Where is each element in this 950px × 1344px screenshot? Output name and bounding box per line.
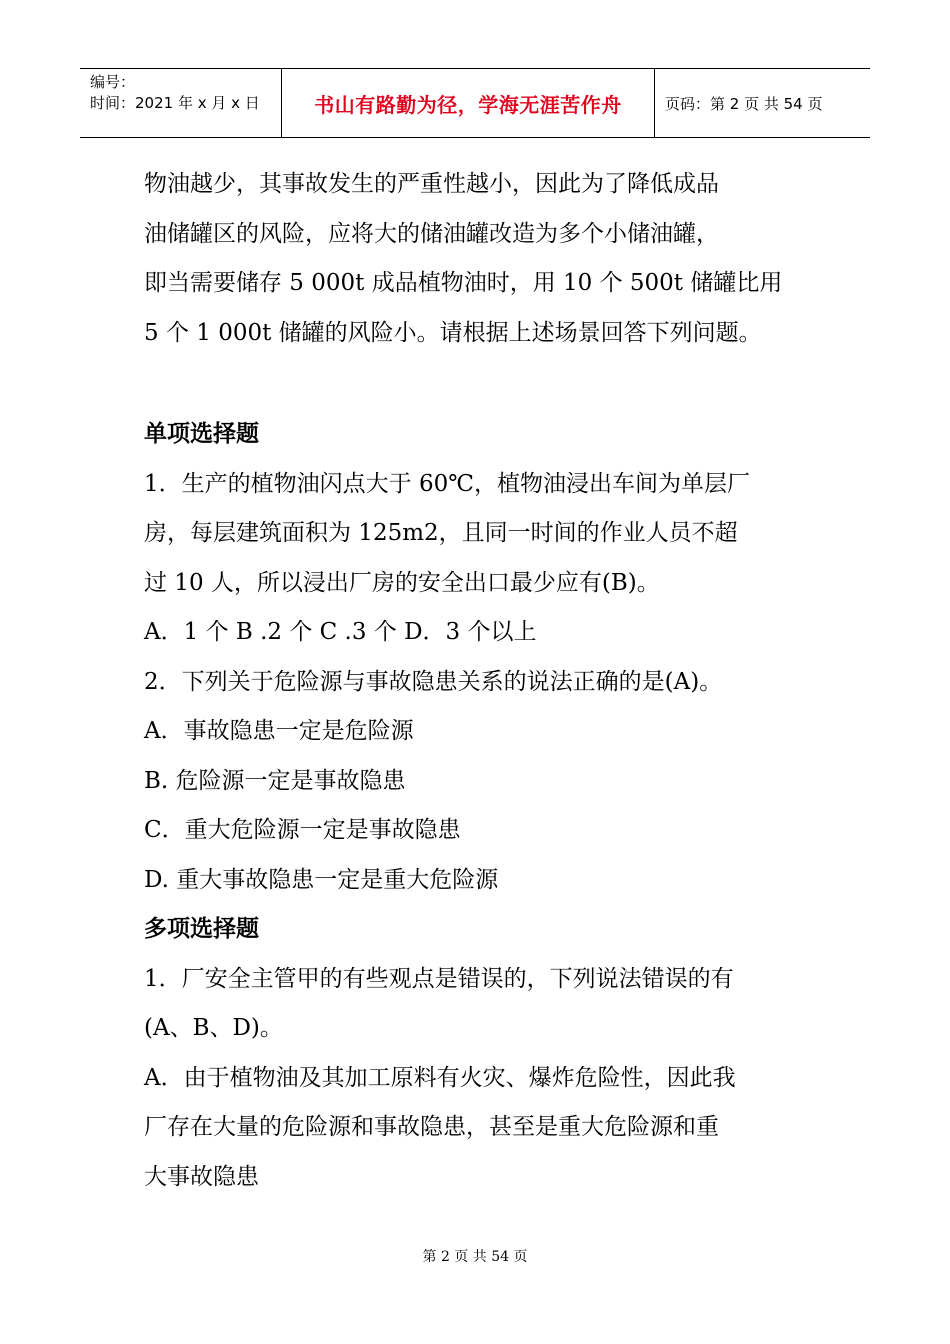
- body-line: 油储罐区的风险，应将大的储油罐改造为多个小储油罐，: [144, 220, 719, 247]
- page-footer: 第 2 页 共 54 页: [422, 1249, 528, 1265]
- section-heading-multiple-choice: 多项选择题: [144, 916, 259, 942]
- body-line: 即当需要储存 5 000t 成品植物油时，用 10 个 500t 储罐比用: [144, 270, 783, 296]
- paragraph-gap: [144, 358, 814, 410]
- answer-option: A．由于植物油及其加工原料有火灾、爆炸危险性，因此我: [144, 1064, 736, 1091]
- answer-options: A．1 个 B .2 个 C .3 个 D．3 个以上: [144, 619, 537, 645]
- answer-option: A．事故隐患一定是危险源: [144, 718, 414, 744]
- page-header: [80, 68, 870, 138]
- question-line: 房，每层建筑面积为 125m2，且同一时间的作业人员不超: [144, 520, 738, 546]
- question-line: (A、B、D)。: [144, 1015, 283, 1041]
- question-line: 过 10 人，所以浸出厂房的安全出口最少应有(B)。: [144, 569, 660, 596]
- answer-option: B. 危险源一定是事故隐患: [144, 767, 406, 794]
- question-line: 2．下列关于危险源与事故隐患关系的说法正确的是(A)。: [144, 668, 723, 695]
- number-label: 编号：: [90, 73, 136, 91]
- question-line: 1．厂安全主管甲的有些观点是错误的，下列说法错误的有: [144, 965, 734, 992]
- header-info: [80, 69, 282, 137]
- section-heading-single-choice: 单项选择题: [144, 421, 259, 447]
- answer-option: 大事故隐患: [144, 1163, 259, 1190]
- answer-option: D. 重大事故隐患一定是重大危险源: [144, 866, 499, 893]
- time-label: 时间：2021 年 x 月 x 日: [90, 94, 260, 112]
- answer-option: C．重大危险源一定是事故隐患: [144, 817, 461, 843]
- header-motto: 书山有路勤为径，学海无涯苦作舟: [282, 69, 655, 137]
- question-line: 1．生产的植物油闪点大于 60℃，植物油浸出车间为单层厂: [144, 470, 750, 497]
- body-line: 5 个 1 000t 储罐的风险小。请根据上述场景回答下列问题。: [144, 319, 762, 346]
- answer-option: 厂存在大量的危险源和事故隐患，甚至是重大危险源和重: [144, 1114, 719, 1140]
- header-page-label: 页码：第 2 页 共 54 页: [665, 94, 823, 113]
- body-line: 物油越少，其事故发生的严重性越小，因此为了降低成品: [144, 171, 719, 197]
- document-body: [144, 160, 814, 1202]
